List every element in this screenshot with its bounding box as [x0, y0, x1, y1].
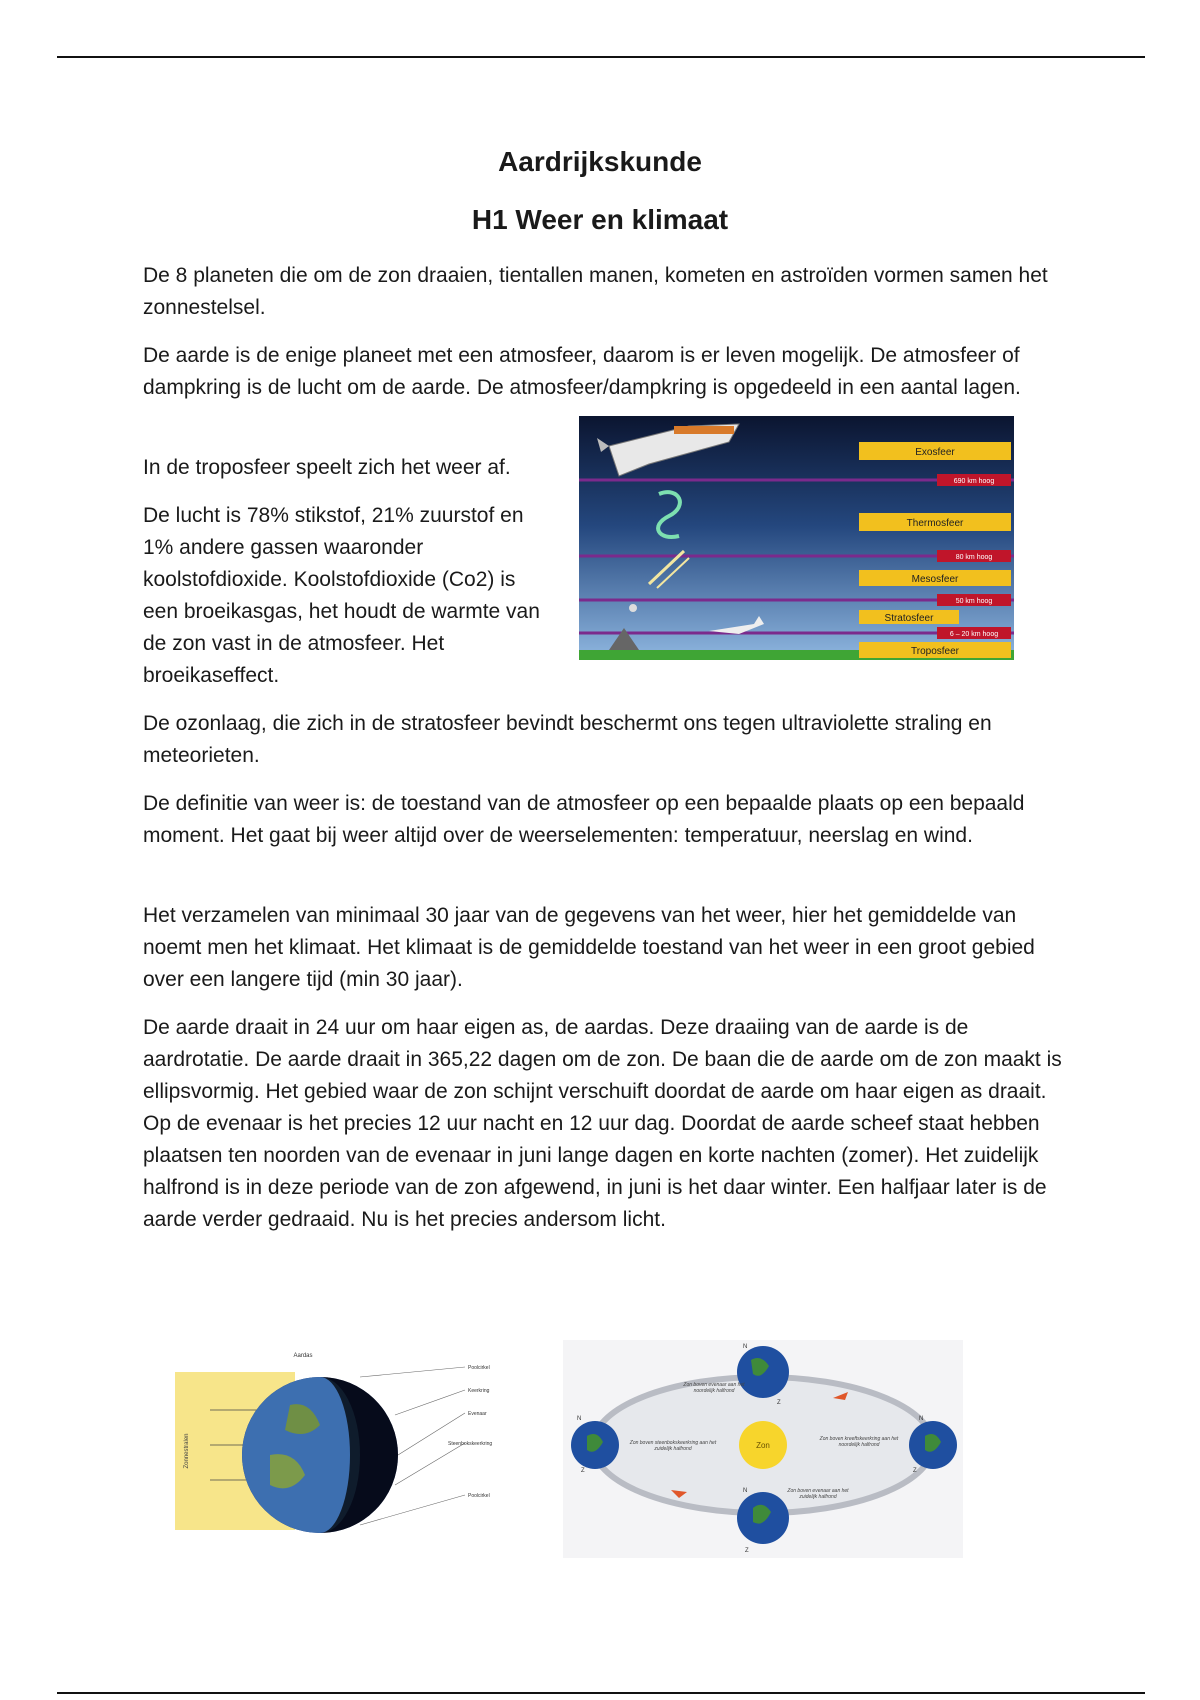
svg-text:50 km hoog: 50 km hoog	[955, 598, 993, 605]
latitude-label: Poolcirkel	[468, 1493, 490, 1499]
chapter-title: H1 Weer en klimaat	[471, 204, 729, 235]
pole-mark: Z	[913, 1468, 917, 1474]
orbit-note: Zon boven steenbokskeerkring aan het zuidelijk halfrond	[629, 1440, 717, 1452]
svg-text:Thermosfeer: Thermosfeer	[906, 518, 964, 529]
sun-icon	[739, 1421, 787, 1469]
paragraph-solar-system: De 8 planeten die om de zon draaien, tientallen manen, kometen en astroïden vormen samen het zonnestelsel.	[143, 264, 1048, 319]
earth-orbit-seasons-figure	[563, 1340, 963, 1558]
svg-text:690 km hoog: 690 km hoog	[953, 478, 995, 485]
height-label	[937, 550, 1011, 562]
paragraph-atmosphere: De aarde is de enige planeet met een atmosfeer, daarom is er leven mogelijk. De atmosfeer of dampkring is de lucht om de aarde. De atmosfeer/dampkring is opgedeeld in een aantal lagen.	[143, 344, 1021, 399]
height-label	[937, 474, 1011, 486]
layer-label-stratosphere	[859, 610, 959, 624]
layer-label-troposphere	[859, 642, 1011, 658]
svg-text:80 km hoog: 80 km hoog	[955, 554, 993, 561]
paragraph-climate: Het verzamelen van minimaal 30 jaar van de gegevens van het weer, hier het gemiddelde van noemt men het klimaat. Het klimaat is de gemiddelde toestand van het weer in een groot gebied over een langere tijd (min 30 jaar).	[143, 904, 1035, 991]
earth-globe-icon	[242, 1377, 398, 1533]
height-label	[937, 627, 1011, 639]
latitude-label: Evenaar	[468, 1411, 487, 1417]
earth-right-icon	[909, 1421, 957, 1469]
layer-label-thermosphere	[859, 513, 1011, 531]
paragraph-ozone: De ozonlaag, die zich in de stratosfeer bevindt beschermt ons tegen ultraviolette straling en meteorieten.	[143, 712, 992, 767]
bottom-rule	[57, 1692, 1145, 1694]
pole-mark: Z	[581, 1468, 585, 1474]
svg-text:6 – 20 km hoog: 6 – 20 km hoog	[949, 631, 999, 638]
earth-sunlight-figure	[170, 1345, 505, 1555]
latitude-label: Poolcirkel	[468, 1365, 490, 1371]
height-label	[937, 594, 1011, 606]
atmosphere-layers-figure	[579, 416, 1014, 660]
earth-axis-label: Aardas	[293, 1353, 313, 1359]
pole-mark: N	[743, 1488, 748, 1494]
pole-mark: N	[577, 1416, 582, 1422]
latitude-label: Steenbokskeerkring	[448, 1441, 493, 1447]
pole-mark: N	[919, 1416, 924, 1422]
orbit-note: Zon boven evenaar aan het zuidelijk halfrond	[787, 1488, 849, 1500]
sunrays-label: Zonnestralen	[184, 1433, 190, 1469]
latitude-label: Keerkring	[468, 1388, 490, 1394]
paragraph-weather-definition: De definitie van weer is: de toestand van de atmosfeer op een bepaalde plaats op een bepaald moment. Het gaat bij weer altijd over de weerselementen: temperatuur, neerslag en wind.	[143, 792, 1025, 847]
orbit-note: Zon boven evenaar aan het noordelijk halfrond	[683, 1382, 745, 1394]
svg-text:Exosfeer: Exosfeer	[915, 447, 955, 458]
paragraph-air-composition: De lucht is 78% stikstof, 21% zuurstof en 1% andere gassen waaronder koolstofdioxide. Koolstofdioxide (Co2) is een broeikasgas, het houdt de warmte van de zon vast in de atmosfeer. Het broeikaseffect.	[143, 504, 540, 687]
svg-text:Zon: Zon	[756, 1441, 770, 1450]
orbit-note: Zon boven kreeftskeerkring aan het noordelijk halfrond	[819, 1436, 899, 1448]
earth-left-icon	[571, 1421, 619, 1469]
svg-text:Stratosfeer: Stratosfeer	[884, 613, 934, 624]
svg-text:Troposfeer: Troposfeer	[911, 646, 959, 657]
pole-mark: Z	[777, 1400, 781, 1406]
layer-label-mesosphere	[859, 570, 1011, 586]
top-rule	[57, 56, 1145, 58]
layer-label-exosphere	[859, 442, 1011, 460]
pole-mark: Z	[745, 1548, 749, 1554]
svg-text:Mesosfeer: Mesosfeer	[911, 574, 959, 585]
paragraph-earth-rotation: De aarde draait in 24 uur om haar eigen as, de aardas. Deze draaiing van de aarde is de aardrotatie. De aarde draait in 365,22 dagen om de zon. De baan die de aarde om de zon maakt is ellipsvormig. Het gebied waar de zon schijnt verschuift doordat de aarde om haar eigen as draait. Op de evenaar is het precies 12 uur nacht en 12 uur dag. Doordat de aarde scheef staat hebben plaatsen ten noorden van de evenaar in juni lange dagen en korte nachten (zomer). Het zuidelijk halfrond is in deze periode van de zon afgewend, in juni is het daar winter. Een halfjaar later is de aarde verder gedraaid. Nu is het precies andersom licht.	[143, 1016, 1062, 1231]
paragraph-troposphere: In de troposfeer speelt zich het weer af.	[143, 456, 511, 479]
document-title: Aardrijkskunde	[498, 146, 702, 177]
weather-balloon-icon	[629, 604, 637, 612]
pole-mark: N	[743, 1344, 748, 1350]
